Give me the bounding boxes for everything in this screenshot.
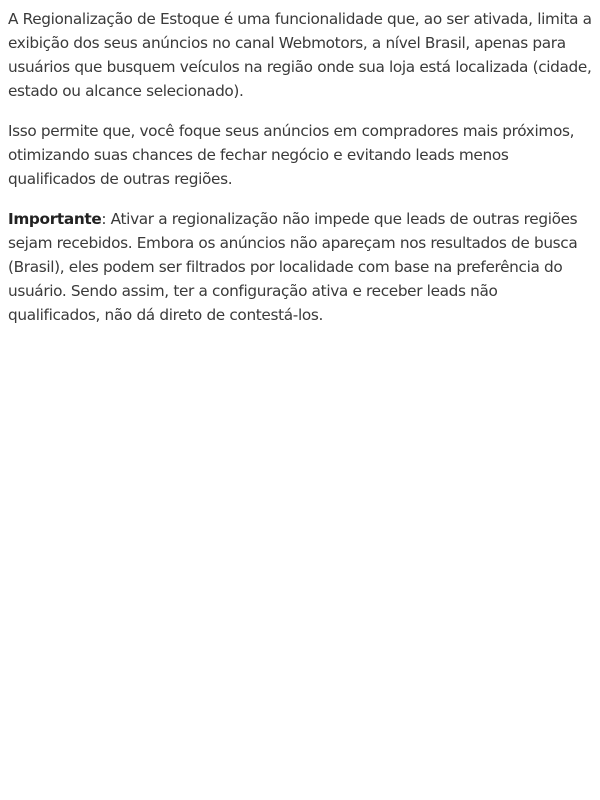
benefit-paragraph: Isso permite que, você foque seus anúncios em compradores mais próximos, otimizando suas chances de fechar negócio e evitando leads menos qualificados de outras regiões. [8,122,575,188]
article-body [0,0,600,327]
important-label: Importante [8,210,102,228]
important-text: : Ativar a regionalização não impede que leads de outras regiões sejam recebidos. Embora os anúncios não apareçam nos resultados de busca (Brasil), eles podem ser filtrados por localidade com base na preferência do usuário. Sendo assim, ter a configuração ativa e receber leads não qualificados, não dá direto de contestá-los. [8,210,578,324]
important-paragraph [8,207,592,327]
intro-paragraph: A Regionalização de Estoque é uma funcionalidade que, ao ser ativada, limita a exibição dos seus anúncios no canal Webmotors, a nível Brasil, apenas para usuários que busquem veículos na região onde sua loja está localizada (cidade, estado ou alcance selecionado). [8,10,592,100]
